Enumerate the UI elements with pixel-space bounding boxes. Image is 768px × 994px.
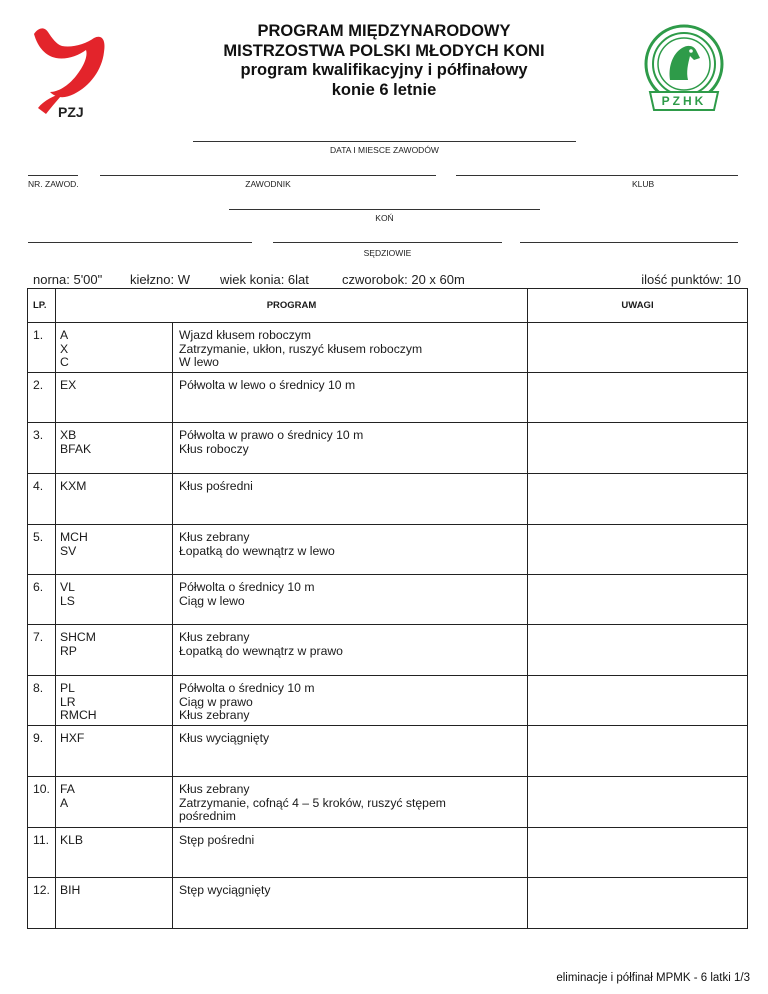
- row-letter: XB: [60, 428, 77, 442]
- row-text-line: Łopatką do wewnątrz w prawo: [179, 643, 343, 658]
- title-line-3: program kwalifikacyjny i półfinałowy: [240, 61, 528, 79]
- program-table: [27, 288, 748, 929]
- row-uwagi[interactable]: [528, 828, 748, 878]
- row-text-line: Kłus zebrany: [179, 708, 250, 722]
- row-text-line: Kłus pośredni: [179, 479, 253, 493]
- footer-page-info: eliminacje i półfinał MPMK - 6 latki 1/3: [556, 972, 750, 984]
- row-uwagi[interactable]: [528, 726, 748, 777]
- row-letters: [56, 777, 173, 828]
- row-program-text: [173, 777, 528, 828]
- judge-line-3[interactable]: [520, 242, 738, 243]
- table-row: [28, 676, 748, 726]
- row-text-line: Półwolta o średnicy 10 m: [179, 681, 315, 695]
- info-kielzno: kiełzno: W: [130, 272, 190, 287]
- row-text-line: Półwolta o średnicy 10 m: [179, 580, 315, 594]
- row-lp-text: 5.: [33, 530, 44, 544]
- row-text-line: Półwolta w lewo o średnicy 10 m: [179, 378, 356, 392]
- row-letters: [56, 625, 173, 676]
- row-uwagi[interactable]: [528, 777, 748, 828]
- row-lp-text: 2.: [33, 378, 44, 392]
- row-letter: SV: [60, 543, 77, 558]
- table-row: [28, 828, 748, 878]
- rider-line[interactable]: [100, 175, 436, 176]
- row-text-line: Wjazd kłusem roboczym: [179, 328, 312, 342]
- horse-line[interactable]: [229, 209, 540, 210]
- row-letter: RMCH: [60, 708, 97, 722]
- row-letters: [56, 525, 173, 575]
- row-letters: [56, 373, 173, 423]
- row-letter: KXM: [60, 479, 87, 493]
- row-letters: [56, 878, 173, 929]
- row-lp: [28, 726, 56, 777]
- row-letters: [56, 676, 173, 726]
- row-program-text: [173, 575, 528, 625]
- table-row: [28, 625, 748, 676]
- table-row: [28, 726, 748, 777]
- row-letter: C: [60, 355, 69, 369]
- judges-label: SĘDZIOWIE: [363, 248, 412, 258]
- row-uwagi[interactable]: [528, 373, 748, 423]
- row-lp-text: 12.: [33, 883, 50, 897]
- date-place-label: DATA I MIESCE ZAWODÓW: [330, 145, 439, 155]
- row-letters: [56, 828, 173, 878]
- row-text-line: Kłus roboczy: [179, 441, 249, 456]
- row-letters: [56, 474, 173, 525]
- row-lp: [28, 828, 56, 878]
- row-lp: [28, 878, 56, 929]
- row-text-line: Kłus wyciągnięty: [179, 731, 270, 745]
- title-line-1: PROGRAM MIĘDZYNARODOWY: [257, 22, 511, 40]
- row-letter: BIH: [60, 883, 81, 897]
- info-norma: norna: 5'00": [33, 272, 103, 287]
- row-lp: [28, 525, 56, 575]
- row-program-text: [173, 323, 528, 373]
- row-letter: LR: [60, 694, 76, 709]
- row-uwagi[interactable]: [528, 323, 748, 373]
- row-text-line: Stęp pośredni: [179, 833, 255, 847]
- row-letter: MCH: [60, 530, 88, 544]
- row-lp-text: 8.: [33, 681, 44, 695]
- table-row: [28, 525, 748, 575]
- row-letters: [56, 323, 173, 373]
- row-letter: PL: [60, 681, 75, 695]
- page-title: [150, 22, 618, 100]
- date-place-line[interactable]: [193, 141, 576, 142]
- row-text-line: Ciąg w prawo: [179, 694, 253, 709]
- row-lp-text: 9.: [33, 731, 44, 745]
- table-row: [28, 323, 748, 373]
- row-lp-text: 7.: [33, 630, 44, 644]
- header-lp: LP.: [28, 289, 56, 323]
- row-text-line: Ciąg w lewo: [179, 593, 245, 608]
- row-text-line: Kłus zebrany: [179, 630, 250, 644]
- row-letter: KLB: [60, 833, 84, 847]
- pzhk-logo-text: PZHK: [661, 94, 707, 108]
- rider-label: ZAWODNIK: [245, 179, 291, 189]
- row-program-text: [173, 878, 528, 929]
- judge-line-2[interactable]: [273, 242, 502, 243]
- row-lp: [28, 323, 56, 373]
- row-uwagi[interactable]: [528, 625, 748, 676]
- row-program-text: [173, 525, 528, 575]
- row-text-line: Zatrzymanie, ukłon, ruszyć kłusem roboczym: [179, 341, 423, 356]
- table-row: [28, 423, 748, 474]
- row-lp-text: 11.: [33, 833, 50, 847]
- table-row: [28, 474, 748, 525]
- row-uwagi[interactable]: [528, 525, 748, 575]
- row-lp: [28, 373, 56, 423]
- row-program-text: [173, 474, 528, 525]
- row-program-text: [173, 726, 528, 777]
- row-program-text: [173, 828, 528, 878]
- table-body: [28, 323, 748, 929]
- info-wiek: wiek konia: 6lat: [220, 272, 309, 287]
- row-letter: RP: [60, 643, 77, 658]
- judge-line-1[interactable]: [28, 242, 252, 243]
- row-lp: [28, 474, 56, 525]
- row-uwagi[interactable]: [528, 474, 748, 525]
- header-program: PROGRAM: [56, 289, 528, 323]
- row-lp-text: 1.: [33, 328, 44, 342]
- row-text-line: Kłus zebrany: [179, 530, 250, 544]
- row-uwagi[interactable]: [528, 575, 748, 625]
- table-row: [28, 373, 748, 423]
- table-row: [28, 777, 748, 828]
- row-letter: SHCM: [60, 630, 96, 644]
- row-uwagi[interactable]: [528, 423, 748, 474]
- row-letter: VL: [60, 580, 75, 594]
- row-letter: FA: [60, 782, 75, 796]
- pzj-logo: [28, 26, 108, 126]
- title-line-4: konie 6 letnie: [331, 80, 437, 99]
- row-letter: A: [60, 328, 69, 342]
- row-text-line: W lewo: [179, 355, 219, 369]
- row-lp: [28, 625, 56, 676]
- row-uwagi[interactable]: [528, 878, 748, 929]
- nr-zawod-label: NR. ZAWOD.: [28, 179, 79, 189]
- nr-zawod-line[interactable]: [28, 175, 78, 176]
- row-lp: [28, 423, 56, 474]
- row-letters: [56, 423, 173, 474]
- row-letters: [56, 575, 173, 625]
- table-header-row: [28, 289, 748, 323]
- row-letter: LS: [60, 593, 75, 608]
- row-program-text: [173, 373, 528, 423]
- pzhk-logo: [636, 20, 732, 120]
- table-row: [28, 575, 748, 625]
- row-letter: EX: [60, 378, 77, 392]
- header-uwagi: UWAGI: [528, 289, 748, 323]
- row-lp: [28, 777, 56, 828]
- horse-label: KOŃ: [375, 213, 394, 223]
- row-program-text: [173, 676, 528, 726]
- row-lp-text: 3.: [33, 428, 44, 442]
- row-letters: [56, 726, 173, 777]
- row-text-line: Kłus zebrany: [179, 782, 250, 796]
- row-lp: [28, 676, 56, 726]
- table-row: [28, 878, 748, 929]
- title-line-2: MISTRZOSTWA POLSKI MŁODYCH KONI: [223, 41, 545, 60]
- row-lp-text: 10.: [33, 782, 50, 796]
- row-letter: BFAK: [60, 441, 92, 456]
- row-lp-text: 6.: [33, 580, 44, 594]
- row-uwagi[interactable]: [528, 676, 748, 726]
- row-lp-text: 4.: [33, 479, 44, 493]
- row-text-line: pośrednim: [179, 809, 236, 823]
- club-line[interactable]: [456, 175, 738, 176]
- info-czworobok: czworobok: 20 x 60m: [342, 272, 465, 287]
- row-text-line: Łopatką do wewnątrz w lewo: [179, 543, 335, 558]
- pzj-logo-text: PZJ: [58, 104, 84, 120]
- row-letter: HXF: [60, 731, 85, 745]
- row-letter: X: [60, 341, 69, 356]
- club-label: KLUB: [632, 179, 655, 189]
- row-text-line: Stęp wyciągnięty: [179, 883, 271, 897]
- row-text-line: Zatrzymanie, cofnąć 4 – 5 kroków, ruszyć stępem: [179, 795, 446, 810]
- row-program-text: [173, 625, 528, 676]
- row-text-line: Półwolta w prawo o średnicy 10 m: [179, 428, 364, 442]
- row-lp: [28, 575, 56, 625]
- info-punkty: ilość punktów: 10: [641, 272, 741, 287]
- row-program-text: [173, 423, 528, 474]
- row-letter: A: [60, 795, 69, 810]
